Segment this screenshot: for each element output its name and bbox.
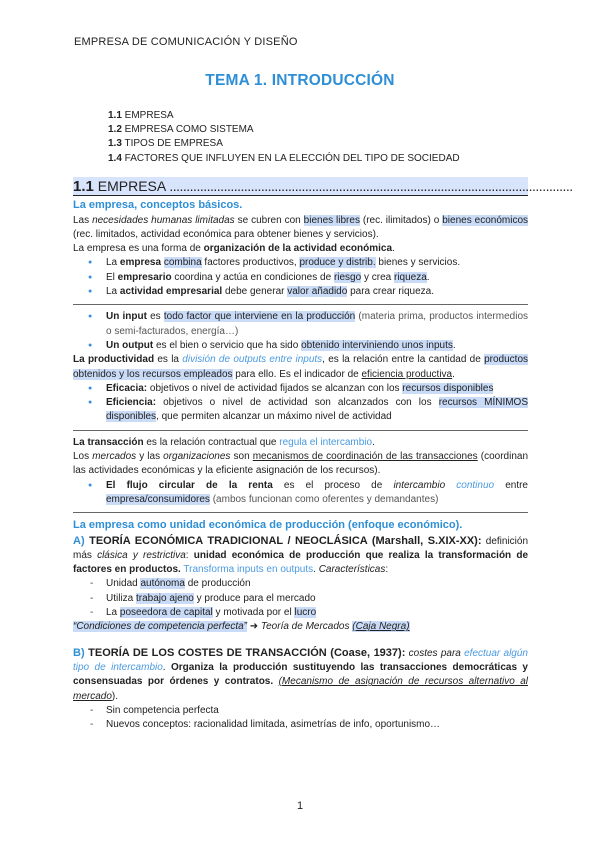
note-caja-negra: “Condiciones de competencia perfecta” ➜ Teoría de Mercados (Caja Negra): [73, 621, 410, 633]
paragraph-transaccion: La transacción es la relación contractual que regula el intercambio.: [73, 436, 375, 448]
bullet-list: [73, 256, 528, 299]
page-header: EMPRESA DE COMUNICACIÓN Y DISEÑO: [74, 36, 298, 48]
bullet-list: [73, 479, 528, 508]
paragraph-productividad: La productividad es la división de outputs entre inputs, es la relación entre la cantidad de productos obtenidos y los recursos empleados para ello. Es el indicador de eficiencia productiva.: [73, 354, 529, 380]
bullet-list: [73, 382, 528, 425]
list-item: ● Eficiencia: objetivos o nivel de actividad son alcanzados con los recursos MÍNIMOS disponibles, que permiten alcanzar un máximo nivel de actividad: [106, 396, 528, 425]
divider: [73, 304, 528, 305]
dash-list: [73, 704, 528, 733]
paragraph: Las necesidades humanas limitadas se cubren con bienes libres (rec. ilimitados) o bienes económicos (rec. limitados, actividad económica para obtener bienes y servicios).: [73, 214, 529, 240]
document-body: [73, 177, 573, 732]
paragraph-teoria-b: B) TEORÍA DE LOS COSTES DE TRANSACCIÓN (Coase, 1937): costes para efectuar algún tipo de intercambio. Organiza la producción sustituyendo las transacciones democráticas y consensuadas por órdenes y contratos. (Mecanismo de asignación de recursos alternativo al mercado).: [73, 646, 529, 702]
page-number: 1: [296, 800, 304, 812]
list-item: - Utiliza trabajo ajeno y produce para el mercado: [106, 592, 528, 606]
list-item: ● Un input es todo factor que interviene en la producción (materia prima, productos intermedios o semi-facturados, energía…): [106, 310, 528, 339]
subheading-conceptos: La empresa, conceptos básicos.: [73, 199, 243, 212]
list-item: - Nuevos conceptos: racionalidad limitada, asimetrías de info, oportunismo…: [106, 718, 528, 732]
divider: [73, 430, 528, 431]
paragraph: La empresa es una forma de organización de la actividad económica.: [73, 243, 395, 255]
dash-list: [73, 577, 528, 620]
table-of-contents: [108, 109, 460, 166]
list-item: - Unidad autónoma de producción: [106, 577, 528, 591]
list-item: ● La empresa combina factores productivos, produce y distrib. bienes y servicios.: [106, 256, 528, 270]
list-item: ● Un output es el bien o servicio que ha sido obtenido interviniendo unos inputs.: [106, 339, 528, 353]
list-item: - Sin competencia perfecta: [106, 704, 528, 718]
list-item: ● La actividad empresarial debe generar valor añadido para crear riqueza.: [106, 285, 528, 299]
list-item: ● Eficacia: objetivos o nivel de actividad fijados se alcanzan con los recursos disponibles: [106, 382, 528, 396]
paragraph-mercados: Los mercados y las organizaciones son mecanismos de coordinación de las transacciones (coordinan las actividades económicas y la eficiente asignación de los recursos).: [73, 451, 529, 477]
section-heading: 1.1 EMPRESA .......................................................................................................................: [73, 178, 573, 195]
list-item: ● El flujo circular de la renta es el proceso de intercambio continuo entre empresa/consumidores (ambos funcionan como oferentes y demandantes): [106, 479, 528, 508]
toc-item: 1.2 EMPRESA COMO SISTEMA: [108, 124, 254, 136]
list-item: ● El empresario coordina y actúa en condiciones de riesgo y crea riqueza.: [106, 271, 528, 285]
divider: [73, 512, 528, 513]
page-title: TEMA 1. INTRODUCCIÓN: [205, 72, 395, 89]
toc-item: 1.3 TIPOS DE EMPRESA: [108, 138, 223, 150]
toc-item: 1.4 FACTORES QUE INFLUYEN EN LA ELECCIÓN DEL TIPO DE SOCIEDAD: [108, 152, 460, 164]
paragraph-teoria-a: A) TEORÍA ECONÓMICA TRADICIONAL / NEOCLÁSICA (Marshall, S.XIX-XX): definición más clásica y restrictiva: unidad económica de producción que realiza la transformación de factores en productos. Transforma inputs en outputs. Características:: [73, 534, 529, 576]
list-item: - La poseedora de capital y motivada por el lucro: [106, 606, 528, 620]
subheading-unidad-economica: La empresa como unidad económica de producción (enfoque económico).: [73, 519, 463, 532]
toc-item: 1.1 EMPRESA: [108, 110, 174, 121]
bullet-list: [73, 310, 528, 353]
